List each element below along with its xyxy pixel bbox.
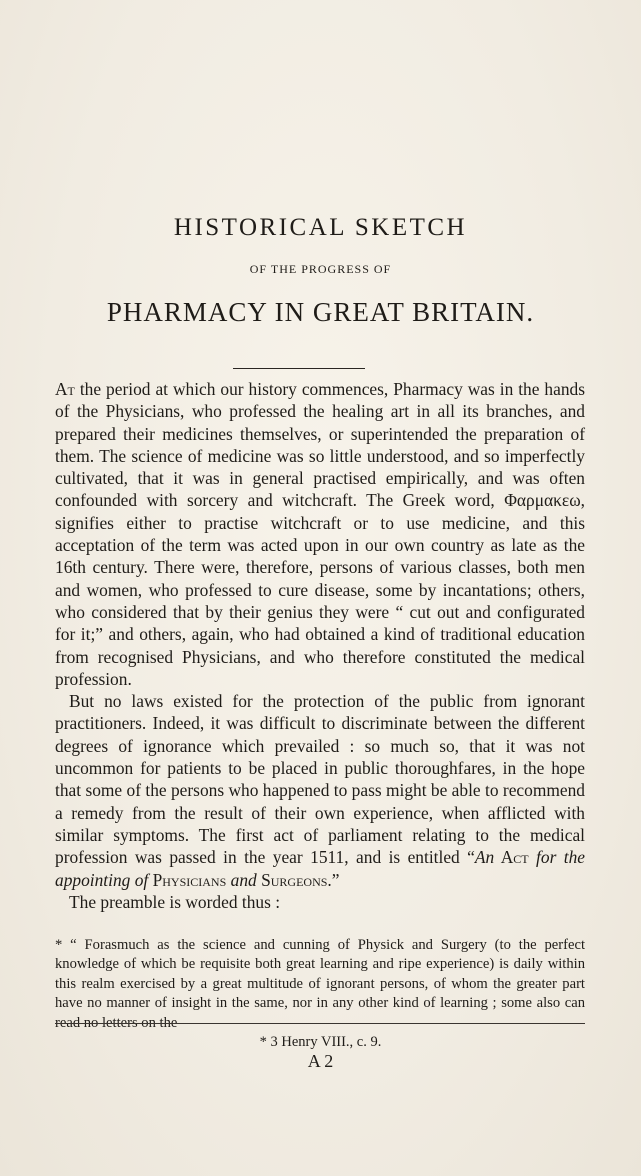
act-title-act: Act xyxy=(494,847,529,868)
act-title-physicians: Physicians xyxy=(148,869,227,890)
act-title-for: for the appointing of xyxy=(55,847,586,890)
body-text xyxy=(55,378,585,913)
quoted-preamble xyxy=(55,936,585,1033)
quoted-preamble-text: * “ Forasmuch as the science and cunning of Physick and Surgery (to the perfect knowledge of which be requisite both great learning and ripe experience) is daily within this realm exercised by a great multitude of ignorant persons, of whom the greater part have no manner of insight in the same, nor in any other kind of learning ; some also can read no letters on the xyxy=(55,937,585,1031)
act-title-surgeons: Surgeons. xyxy=(256,869,332,890)
paragraph-1 xyxy=(55,378,585,690)
page-subtitle: OF THE PROGRESS OF xyxy=(249,262,392,276)
paragraph-2-text: But no laws existed for the protection of the public from ignorant practitioners. Indeed, it was difficult to discriminate between the different degrees of ignorance which prevailed : so much so, that it was not uncommon for patients to be placed in public thoroughfares, in the hope that some of the persons who happened to pass might be able to recommend a remedy from the result of their own experience, when afflicted with similar symptoms. The first act of parliament relating to the medical profession was passed in the year 1511, and is entitled “ xyxy=(55,691,585,868)
act-title-close: ” xyxy=(331,869,340,890)
paragraph-dropcap: At xyxy=(55,379,75,399)
footnote-divider xyxy=(55,1023,585,1024)
paragraph-3: The preamble is worded thus : xyxy=(69,891,281,912)
act-title-and: and xyxy=(226,869,257,890)
heading-divider xyxy=(233,368,365,369)
act-title-an: An xyxy=(474,847,495,868)
paragraph-2 xyxy=(55,690,585,891)
signature-mark: A 2 xyxy=(307,1051,334,1071)
page-title: HISTORICAL SKETCH xyxy=(173,214,468,241)
paragraph-1-text: the period at which our history commences, Pharmacy was in the hands of the Physicians, who professed the healing art in all its branches, and prepared their medicines themselves, or superintended the preparation of them. The science of medicine was so little understood, and so imperfectly cultivated, that it was in general practised empirically, and was often confounded with sorcery and witchcraft. The Greek word, Φαρμακεω, signifies either to practise witchcraft or to use medicine, and this acceptation of the term was acted upon in our own country as late as the 16th century. There were, therefore, persons of various classes, both men and women, who professed to cure disease, some by incantations; others, who considered that by their genius they were “ cut out and configurated for it;” and others, again, who had obtained a kind of traditional education from recognised Physicians, and who therefore constituted the medical profession. xyxy=(55,379,585,689)
footnote-reference: * 3 Henry VIII., c. 9. xyxy=(259,1034,382,1050)
page-main-heading: PHARMACY IN GREAT BRITAIN. xyxy=(106,297,535,327)
